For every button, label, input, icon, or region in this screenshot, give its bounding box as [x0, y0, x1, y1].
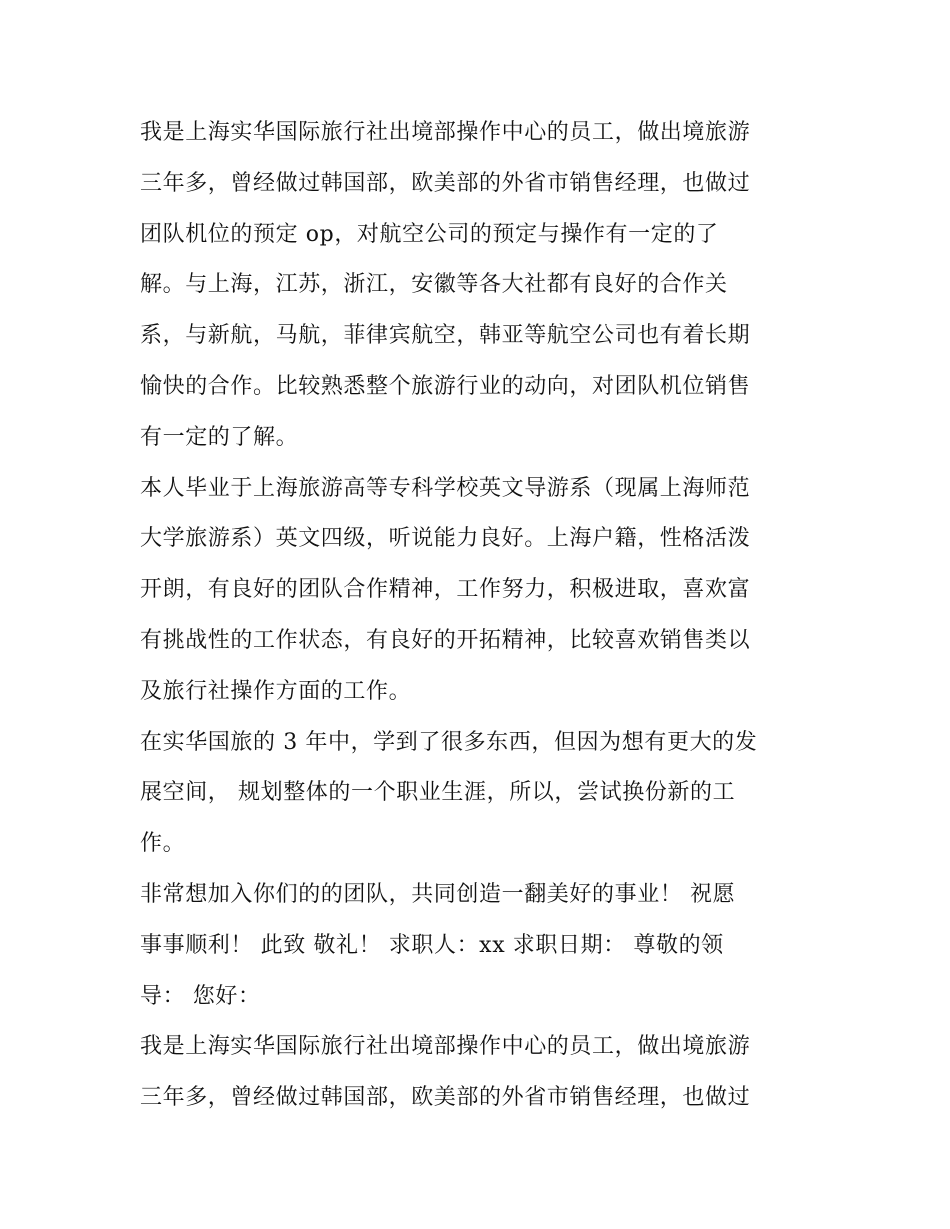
text-line: 解。与上海，江苏，浙江，安徽等各大社都有良好的合作关	[140, 272, 728, 298]
text-line: 作。	[140, 831, 186, 857]
text-line: 大学旅游系）英文四级，听说能力良好。上海户籍，性格活泼	[140, 526, 751, 552]
text-line: 团队机位的预定 op，对航空公司的预定与操作有一定的了	[140, 221, 719, 247]
text-line: 事事顺利！ 此致 敬礼！ 求职人：xx 求职日期： 尊敬的领	[140, 932, 724, 958]
text-line: 我是上海实华国际旅行社出境部操作中心的员工，做出境旅游	[140, 1034, 751, 1060]
text-line: 本人毕业于上海旅游高等专科学校英文导游系（现属上海师范	[140, 475, 751, 501]
text-line: 愉快的合作。比较熟悉整个旅游行业的动向，对团队机位销售	[140, 373, 751, 399]
document-body	[140, 108, 820, 1124]
text-line: 在实华国旅的 3 年中，学到了很多东西，但因为想有更大的发	[140, 729, 758, 755]
text-line: 我是上海实华国际旅行社出境部操作中心的员工，做出境旅游	[140, 120, 751, 145]
text-line: 三年多，曾经做过韩国部，欧美部的外省市销售经理，也做过	[140, 170, 751, 196]
text-line: 开朗，有良好的团队合作精神，工作努力，积极进取，喜欢富	[140, 577, 751, 603]
text-line: 及旅行社操作方面的工作。	[140, 678, 412, 704]
text-line: 有挑战性的工作状态，有良好的开拓精神，比较喜欢销售类以	[140, 627, 751, 653]
text-line: 系，与新航，马航，菲律宾航空，韩亚等航空公司也有着长期	[140, 323, 751, 349]
text-line: 展空间， 规划整体的一个职业生涯，所以，尝试换份新的工	[140, 780, 736, 806]
text-line: 三年多，曾经做过韩国部，欧美部的外省市销售经理，也做过	[140, 1085, 751, 1111]
text-line: 非常想加入你们的的团队，共同创造一翻美好的事业！ 祝愿	[140, 881, 736, 907]
text-line: 导： 您好：	[140, 983, 261, 1009]
text-line: 有一定的了解。	[140, 424, 299, 450]
